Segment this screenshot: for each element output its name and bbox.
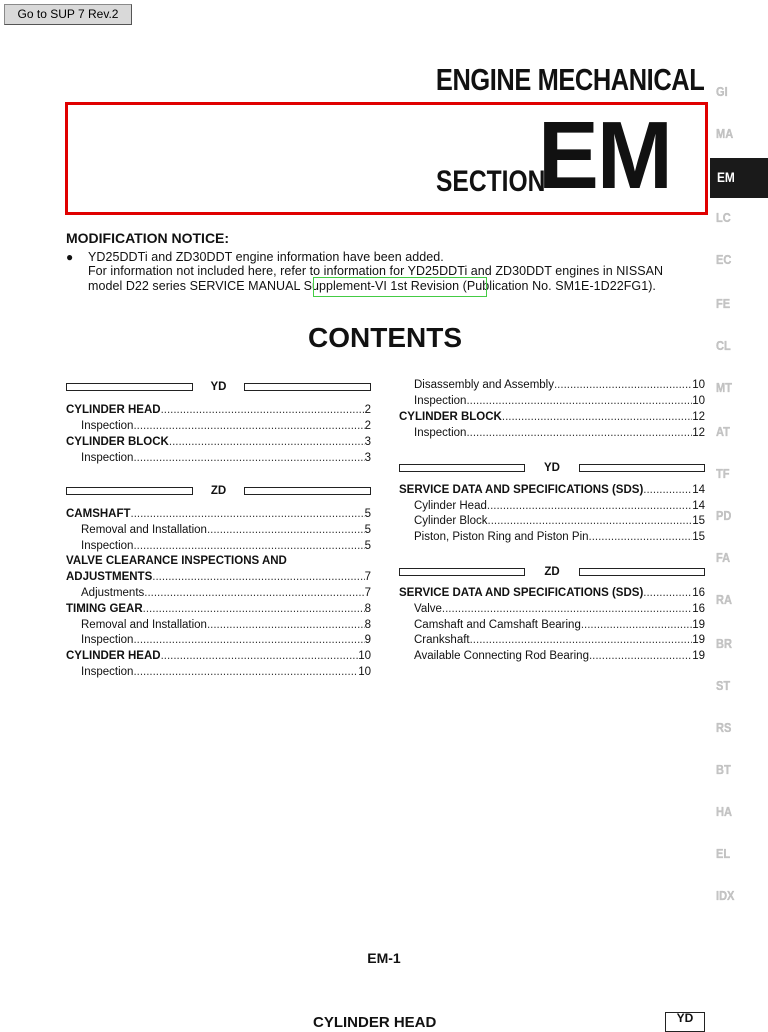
toc-entry[interactable] (414, 529, 705, 545)
toc-leader-dots (133, 418, 364, 434)
tab-pd[interactable]: PD (716, 508, 732, 523)
toc-entry-page: 5 (364, 539, 371, 552)
tab-ma[interactable]: MA (716, 126, 734, 141)
tab-cl[interactable]: CL (716, 338, 731, 353)
tab-gi[interactable]: GI (716, 84, 728, 99)
supplement-link-highlight[interactable] (313, 277, 487, 297)
tab-lc[interactable]: LC (716, 210, 731, 225)
toc-entry-page: 19 (692, 634, 705, 647)
bullet-icon: ● (66, 250, 74, 264)
toc-entry-label: Inspection (81, 634, 134, 647)
toc-entry-label: SERVICE DATA AND SPECIFICATIONS (SDS) (399, 587, 644, 599)
page-number: EM-1 (367, 950, 401, 966)
modification-notice-title: MODIFICATION NOTICE: (66, 230, 230, 246)
group-bar-left (66, 383, 193, 391)
toc-entry[interactable] (66, 601, 371, 617)
toc-leader-dots (161, 648, 359, 664)
toc-entry-label: Valve (414, 602, 442, 615)
next-page-heading: CYLINDER HEAD (313, 1014, 437, 1031)
toc-entry-label: Inspection (81, 539, 134, 552)
toc-leader-dots (207, 617, 365, 633)
toc-entry-page: 9 (364, 634, 371, 647)
toc-entry[interactable] (81, 617, 371, 633)
group-bar-left (66, 487, 193, 495)
toc-entry-label: Cylinder Block (414, 515, 488, 527)
toc-entry-page: 7 (364, 587, 371, 599)
toc-entry-label: Inspection (414, 395, 467, 407)
toc-entry[interactable] (414, 617, 705, 633)
toc-entry-page: 8 (364, 602, 371, 615)
toc-leader-dots (169, 434, 365, 450)
toc-leader-dots (554, 377, 692, 393)
notice-line-3-post: (Publication No. SM1E-1D22FG1). (459, 279, 656, 293)
toc-entry-page: 14 (692, 499, 705, 512)
toc-entry-label: Disassembly and Assembly (414, 379, 554, 391)
toc-leader-dots (502, 409, 692, 425)
toc-group-header (66, 484, 371, 498)
notice-line-2: For information not included here, refer to information for YD25DDTi and ZD30DDT engines in NISSAN (88, 264, 664, 278)
toc-leader-dots (643, 482, 692, 498)
tab-ha[interactable]: HA (716, 804, 732, 819)
group-label: YD (210, 381, 227, 393)
tab-bt[interactable]: BT (716, 762, 731, 777)
group-bar-right (579, 568, 705, 576)
toc-entry-label: ADJUSTMENTS (66, 571, 153, 584)
toc-entry-label: Removal and Installation (81, 618, 207, 631)
toc-entry-label: TIMING GEAR (66, 602, 143, 615)
toc-entry[interactable] (81, 538, 371, 554)
group-label: ZD (210, 485, 227, 497)
toc-entry-label: VALVE CLEARANCE INSPECTIONS AND (66, 555, 287, 568)
toc-entry-label: Removal and Installation (81, 523, 207, 536)
toc-leader-dots (133, 632, 364, 648)
toc-entry-page: 16 (692, 587, 705, 599)
toc-entry-page: 7 (364, 571, 371, 584)
group-bar-right (244, 383, 371, 391)
toc-entry-label: CYLINDER HEAD (66, 650, 161, 663)
toc-entry[interactable] (414, 601, 705, 617)
toc-group-header (66, 380, 371, 394)
toc-entry-label: Inspection (81, 420, 134, 432)
toc-leader-dots (589, 529, 693, 545)
toc-entry[interactable] (81, 418, 371, 434)
tab-tf[interactable]: TF (716, 466, 730, 481)
toc-entry[interactable] (414, 393, 705, 409)
tab-st[interactable]: ST (716, 678, 731, 693)
toc-entry-label: CYLINDER HEAD (66, 404, 161, 416)
toc-entry[interactable] (414, 425, 705, 441)
toc-entry-page: 15 (692, 530, 705, 543)
toc-leader-dots (133, 450, 364, 466)
toc-entry[interactable] (81, 664, 371, 680)
tab-fa[interactable]: FA (716, 550, 731, 565)
toc-entry[interactable] (414, 513, 705, 529)
toc-leader-dots (466, 393, 692, 409)
group-bar-right (244, 487, 371, 495)
toc-leader-dots (133, 538, 364, 554)
toc-entry[interactable] (399, 585, 705, 601)
section-label: SECTION (436, 165, 546, 198)
toc-entry-label: Available Connecting Rod Bearing (414, 650, 589, 663)
toc-entry-page: 15 (692, 515, 705, 527)
toc-leader-dots (487, 498, 692, 514)
toc-entry-page: 10 (692, 395, 705, 407)
tab-idx[interactable]: IDX (716, 888, 735, 903)
toc-leader-dots (442, 601, 692, 617)
toc-entry-label: Camshaft and Camshaft Bearing (414, 618, 581, 631)
toc-leader-dots (643, 585, 692, 601)
toc-entry[interactable] (81, 632, 371, 648)
group-label: ZD (544, 566, 560, 578)
toc-entry-page: 3 (364, 452, 371, 464)
toc-entry-page: 10 (358, 666, 371, 678)
toc-entry[interactable] (399, 409, 705, 425)
toc-leader-dots (589, 648, 692, 664)
toc-entry[interactable] (66, 506, 371, 522)
tab-el[interactable]: EL (716, 846, 731, 861)
toc-leader-dots (131, 506, 365, 522)
toc-entry[interactable] (414, 648, 705, 664)
toc-leader-dots (470, 632, 693, 648)
toc-entry-page: 19 (692, 618, 705, 631)
toc-entry-label: CYLINDER BLOCK (66, 436, 169, 448)
tab-em-active[interactable] (710, 158, 768, 198)
toc-leader-dots (581, 617, 692, 633)
toc-entry-label: CYLINDER BLOCK (399, 411, 502, 423)
toc-entry[interactable] (66, 569, 371, 585)
toc-group-header (399, 565, 705, 579)
toc-leader-dots (161, 402, 365, 418)
tab-br[interactable]: BR (716, 636, 732, 651)
toc-entry-page: 19 (692, 650, 705, 663)
toc-entry[interactable] (414, 632, 705, 648)
contents-heading: CONTENTS (308, 322, 462, 353)
group-bar-left (399, 568, 525, 576)
toc-entry-label: SERVICE DATA AND SPECIFICATIONS (SDS) (399, 484, 644, 496)
notice-line-1: YD25DDTi and ZD30DDT engine information have been added. (88, 250, 444, 264)
group-bar-left (399, 464, 525, 472)
toc-entry-label: Inspection (81, 452, 134, 464)
tab-fe[interactable]: FE (716, 296, 731, 311)
toc-entry-page: 5 (364, 508, 371, 520)
toc-leader-dots (466, 425, 692, 441)
section-code: EM (538, 102, 671, 209)
toc-entry-page: 10 (692, 379, 705, 391)
toc-entry-page: 3 (364, 436, 371, 448)
tab-mt[interactable]: MT (716, 380, 732, 395)
toc-entry-page: 8 (364, 618, 371, 631)
toc-leader-dots (133, 664, 358, 680)
group-label: YD (544, 462, 560, 474)
toc-entry-page: 5 (364, 523, 371, 536)
toc-entry-page: 10 (358, 650, 371, 663)
toc-entry[interactable] (81, 450, 371, 466)
toc-entry[interactable] (66, 553, 371, 569)
tab-ec[interactable]: EC (716, 252, 732, 267)
supplement-link[interactable]: Supplement-VI 1st Revision (303, 279, 460, 293)
toc-entry-label: CAMSHAFT (66, 508, 131, 520)
toc-entry[interactable] (66, 648, 371, 664)
toc-entry[interactable] (66, 434, 371, 450)
notice-line-3-pre: model D22 series SERVICE MANUAL (88, 279, 304, 293)
toc-entry-page: 12 (692, 411, 705, 423)
toc-entry-page: 16 (692, 602, 705, 615)
toc-entry-page: 12 (692, 427, 705, 439)
toc-entry-page: 2 (364, 420, 371, 432)
toc-leader-dots (144, 585, 364, 601)
toc-leader-dots (488, 513, 693, 529)
toc-entry[interactable] (81, 585, 371, 601)
toc-entry-page: 2 (364, 404, 371, 416)
tab-rs[interactable]: RS (716, 720, 732, 735)
tab-em-label: EM (717, 169, 735, 185)
toc-leader-dots (143, 601, 365, 617)
toc-entry[interactable] (414, 498, 705, 514)
toc-entry-label: Inspection (414, 427, 467, 439)
toc-leader-dots (152, 569, 364, 585)
group-bar-right (579, 464, 705, 472)
go-to-sup-button[interactable]: Go to SUP 7 Rev.2 (4, 4, 132, 25)
next-page-badge: YD (665, 1012, 705, 1032)
toc-entry[interactable] (66, 402, 371, 418)
tab-at[interactable]: AT (716, 424, 730, 439)
toc-entry-label: Cylinder Head (414, 499, 487, 512)
page-title: ENGINE MECHANICAL (435, 62, 704, 97)
tab-ra[interactable]: RA (716, 592, 732, 607)
toc-entry-label: Adjustments (81, 587, 145, 599)
toc-entry-label: Piston, Piston Ring and Piston Pin (414, 530, 589, 543)
toc-entry-page: 14 (692, 484, 705, 496)
toc-entry-label: Inspection (81, 666, 134, 678)
toc-leader-dots (207, 522, 365, 538)
toc-entry[interactable] (399, 482, 705, 498)
toc-group-header (399, 461, 705, 475)
toc-entry-label: Crankshaft (414, 634, 470, 647)
toc-entry[interactable] (414, 377, 705, 393)
toc-entry[interactable] (81, 522, 371, 538)
